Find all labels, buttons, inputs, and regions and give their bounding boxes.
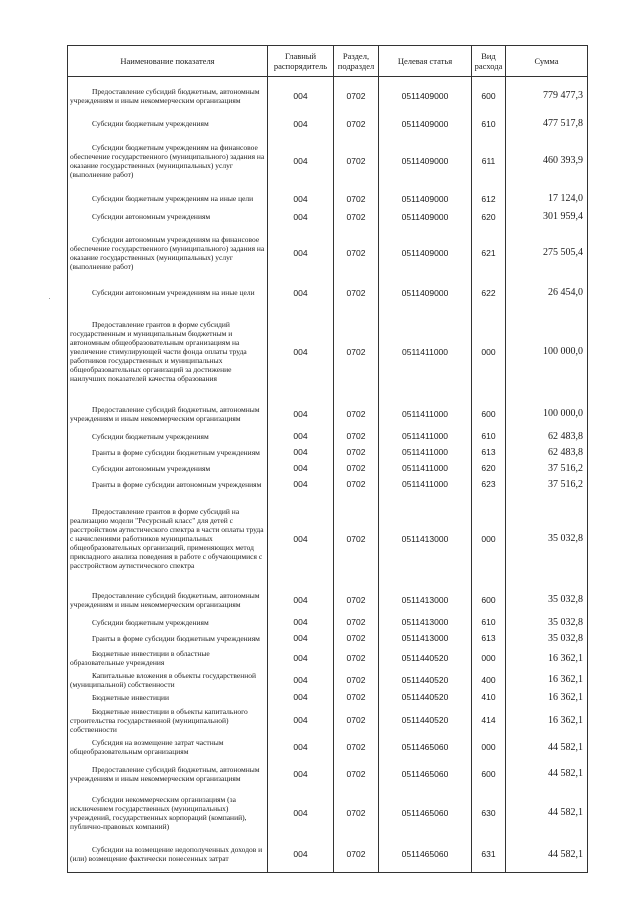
row-name — [68, 705, 268, 736]
table-row — [68, 736, 588, 759]
row-sum: 16 362,1 — [506, 647, 588, 670]
row-grbs: 004 — [268, 225, 334, 281]
header-target-article: Целевая статья — [379, 46, 472, 77]
row-name — [68, 585, 268, 615]
row-sum: 44 582,1 — [506, 789, 588, 837]
row-name — [68, 444, 268, 461]
row-razdel: 0702 — [334, 399, 379, 429]
row-target-article: 0511411000 — [379, 305, 472, 399]
row-sum: 44 582,1 — [506, 837, 588, 873]
table-row — [68, 77, 588, 115]
row-sum: 35 032,8 — [506, 630, 588, 647]
row-expense-type: 612 — [472, 189, 506, 209]
row-sum: 17 124,0 — [506, 189, 588, 209]
row-name — [68, 77, 268, 115]
table-row — [68, 444, 588, 461]
row-name — [68, 736, 268, 759]
table-row — [68, 305, 588, 399]
row-target-article: 0511409000 — [379, 115, 472, 133]
row-grbs: 004 — [268, 585, 334, 615]
table-row — [68, 399, 588, 429]
row-name — [68, 399, 268, 429]
row-target-article: 0511440520 — [379, 705, 472, 736]
row-name-text: Субсидии бюджетным учреждениям на иные цели — [92, 194, 254, 203]
row-name — [68, 630, 268, 647]
row-name — [68, 225, 268, 281]
table-row — [68, 759, 588, 789]
row-grbs: 004 — [268, 759, 334, 789]
row-expense-type: 623 — [472, 476, 506, 493]
row-grbs: 004 — [268, 115, 334, 133]
row-name-text: Субсидии бюджетным учреждениям — [92, 431, 209, 441]
row-grbs: 004 — [268, 647, 334, 670]
row-razdel: 0702 — [334, 444, 379, 461]
row-expense-type: 610 — [472, 429, 506, 444]
row-target-article: 0511409000 — [379, 133, 472, 189]
table-row — [68, 281, 588, 305]
row-expense-type: 600 — [472, 77, 506, 115]
row-target-article: 0511409000 — [379, 225, 472, 281]
row-sum: 16 362,1 — [506, 690, 588, 705]
table-row — [68, 225, 588, 281]
row-name-text: Предоставление субсидий бюджетным, автономным учреждениям и иным некоммерческим организациям — [70, 590, 260, 609]
row-name-text: Субсидии бюджетным учреждениям — [92, 617, 209, 627]
row-target-article: 0511440520 — [379, 647, 472, 670]
row-razdel: 0702 — [334, 736, 379, 759]
row-razdel: 0702 — [334, 429, 379, 444]
row-razdel: 0702 — [334, 690, 379, 705]
table-row — [68, 690, 588, 705]
row-grbs: 004 — [268, 133, 334, 189]
row-razdel: 0702 — [334, 209, 379, 225]
row-target-article: 0511440520 — [379, 690, 472, 705]
row-razdel: 0702 — [334, 225, 379, 281]
row-target-article: 0511440520 — [379, 670, 472, 690]
row-razdel: 0702 — [334, 647, 379, 670]
row-razdel: 0702 — [334, 281, 379, 305]
row-target-article: 0511413000 — [379, 615, 472, 630]
row-target-article: 0511409000 — [379, 209, 472, 225]
row-razdel: 0702 — [334, 789, 379, 837]
row-expense-type: 620 — [472, 461, 506, 476]
row-grbs: 004 — [268, 77, 334, 115]
row-expense-type: 622 — [472, 281, 506, 305]
row-name — [68, 476, 268, 493]
header-grbs: Главный распорядитель — [268, 46, 334, 77]
row-sum: 35 032,8 — [506, 615, 588, 630]
row-razdel: 0702 — [334, 585, 379, 615]
row-sum: 62 483,8 — [506, 444, 588, 461]
row-razdel: 0702 — [334, 615, 379, 630]
row-sum: 100 000,0 — [506, 305, 588, 399]
row-sum: 779 477,3 — [506, 77, 588, 115]
row-name-text: Субсидии бюджетным учреждениям на финансовое обеспечение государственного (муниципального) задания на оказание государственных (муниципальных) услуг (выполнение работ) — [70, 142, 265, 179]
row-sum: 44 582,1 — [506, 759, 588, 789]
row-target-article: 0511411000 — [379, 429, 472, 444]
row-name-text: Бюджетные инвестиции в областные образовательные учреждения — [70, 649, 210, 667]
row-expense-type: 613 — [472, 630, 506, 647]
row-name-text: Субсидии автономным учреждениям — [92, 463, 211, 473]
row-expense-type: 611 — [472, 133, 506, 189]
row-name-text: Субсидии бюджетным учреждениям — [92, 119, 209, 128]
table-row — [68, 585, 588, 615]
row-target-article: 0511413000 — [379, 585, 472, 615]
table-row — [68, 189, 588, 209]
row-name — [68, 209, 268, 225]
row-target-article: 0511411000 — [379, 476, 472, 493]
table-row — [68, 133, 588, 189]
header-name: Наименование показателя — [68, 46, 268, 77]
row-sum: 301 959,4 — [506, 209, 588, 225]
row-expense-type: 630 — [472, 789, 506, 837]
row-grbs: 004 — [268, 429, 334, 444]
row-razdel: 0702 — [334, 630, 379, 647]
row-grbs: 004 — [268, 705, 334, 736]
row-name-text: Гранты в форме субсидии бюджетным учреждениям — [92, 633, 260, 643]
row-target-article: 0511465060 — [379, 759, 472, 789]
row-name — [68, 647, 268, 670]
row-name — [68, 305, 268, 399]
row-name — [68, 615, 268, 630]
row-name-text: Предоставление субсидий бюджетным, автономным учреждениям и иным некоммерческим организациям — [70, 404, 260, 423]
row-sum: 477 517,8 — [506, 115, 588, 133]
row-name-text: Капитальные вложения в объекты государственной (муниципальной) собственности — [70, 670, 257, 689]
row-target-article: 0511413000 — [379, 630, 472, 647]
row-target-article: 0511409000 — [379, 189, 472, 209]
row-target-article: 0511411000 — [379, 461, 472, 476]
scan-speck — [49, 298, 50, 299]
table-row — [68, 615, 588, 630]
row-name-text: Гранты в форме субсидии бюджетным учреждениям — [92, 447, 260, 457]
row-grbs: 004 — [268, 837, 334, 873]
row-razdel: 0702 — [334, 77, 379, 115]
row-grbs: 004 — [268, 444, 334, 461]
row-target-article: 0511413000 — [379, 493, 472, 585]
row-name — [68, 461, 268, 476]
row-expense-type: 610 — [472, 615, 506, 630]
row-razdel: 0702 — [334, 759, 379, 789]
row-target-article: 0511465060 — [379, 789, 472, 837]
row-name — [68, 189, 268, 209]
row-grbs: 004 — [268, 670, 334, 690]
row-expense-type: 621 — [472, 225, 506, 281]
header-expense-type: Вид расхода — [472, 46, 506, 77]
row-grbs: 004 — [268, 189, 334, 209]
table-row — [68, 670, 588, 690]
row-grbs: 004 — [268, 630, 334, 647]
row-expense-type: 000 — [472, 305, 506, 399]
budget-table — [67, 45, 588, 873]
row-name — [68, 759, 268, 789]
row-sum: 62 483,8 — [506, 429, 588, 444]
row-grbs: 004 — [268, 736, 334, 759]
row-name-text: Предоставление грантов в форме субсидий на реализацию модели "Ресурсный класс" для детей с расстройством аутистического спектра в части оплаты труда с начислениями работников муниципальных общеобразовательных организаций, применяющих метод прикладного анализа поведения в работе с обучающимися с расстройством аутистического спектра — [70, 507, 264, 570]
row-expense-type: 000 — [472, 493, 506, 585]
row-name — [68, 115, 268, 133]
table-row — [68, 837, 588, 873]
row-name-text: Субсидии автономным учреждениям на иные цели — [92, 288, 255, 297]
table-row — [68, 429, 588, 444]
budget-table-page — [67, 45, 587, 873]
row-name-text: Предоставление грантов в форме субсидий государственным и муниципальным бюджетным и автономным общеобразовательным организациям на увеличение стимулирующей части фонда оплаты труда работников государственных и муниципальных общеобразовательных организаций за достижение наилучших показателей качества образования — [70, 320, 247, 383]
row-expense-type: 631 — [472, 837, 506, 873]
table-body — [68, 77, 588, 873]
row-name — [68, 690, 268, 705]
row-expense-type: 600 — [472, 585, 506, 615]
row-sum: 26 454,0 — [506, 281, 588, 305]
row-name-text: Предоставление субсидий бюджетным, автономным учреждениям и иным некоммерческим организациям — [70, 764, 260, 783]
row-target-article: 0511409000 — [379, 77, 472, 115]
row-grbs: 004 — [268, 399, 334, 429]
row-razdel: 0702 — [334, 493, 379, 585]
table-row — [68, 476, 588, 493]
row-expense-type: 410 — [472, 690, 506, 705]
table-header-row — [68, 46, 588, 77]
table-row — [68, 789, 588, 837]
row-expense-type: 000 — [472, 647, 506, 670]
row-razdel: 0702 — [334, 305, 379, 399]
row-target-article: 0511465060 — [379, 837, 472, 873]
row-sum: 35 032,8 — [506, 585, 588, 615]
row-expense-type: 400 — [472, 670, 506, 690]
row-grbs: 004 — [268, 789, 334, 837]
row-name-text: Субсидии некоммерческим организациям (за исключением государственных (муниципальных) учреждений, государственных корпораций (компаний), публично-правовых компаний) — [70, 794, 247, 831]
row-sum: 460 393,9 — [506, 133, 588, 189]
row-razdel: 0702 — [334, 705, 379, 736]
row-expense-type: 613 — [472, 444, 506, 461]
row-name — [68, 670, 268, 690]
row-name-text: Субсидии на возмещение недополученных доходов и (или) возмещение фактически понесенных затрат — [70, 845, 263, 864]
row-sum: 16 362,1 — [506, 705, 588, 736]
table-row — [68, 630, 588, 647]
row-razdel: 0702 — [334, 461, 379, 476]
table-row — [68, 209, 588, 225]
row-grbs: 004 — [268, 461, 334, 476]
table-row — [68, 493, 588, 585]
row-name — [68, 837, 268, 873]
row-expense-type: 600 — [472, 399, 506, 429]
row-sum: 35 032,8 — [506, 493, 588, 585]
row-name-text: Бюджетные инвестиции — [92, 692, 169, 702]
row-target-article: 0511465060 — [379, 736, 472, 759]
row-grbs: 004 — [268, 493, 334, 585]
table-row — [68, 461, 588, 476]
header-razdel: Раздел, подраздел — [334, 46, 379, 77]
row-name — [68, 281, 268, 305]
row-grbs: 004 — [268, 209, 334, 225]
row-sum: 16 362,1 — [506, 670, 588, 690]
row-sum: 275 505,4 — [506, 225, 588, 281]
row-razdel: 0702 — [334, 837, 379, 873]
table-row — [68, 115, 588, 133]
row-name — [68, 493, 268, 585]
row-name-text: Гранты в форме субсидии автономным учреждениям — [92, 479, 262, 489]
row-razdel: 0702 — [334, 476, 379, 493]
row-sum: 100 000,0 — [506, 399, 588, 429]
row-grbs: 004 — [268, 281, 334, 305]
row-expense-type: 000 — [472, 736, 506, 759]
row-expense-type: 610 — [472, 115, 506, 133]
row-name-text: Предоставление субсидий бюджетным, автономным учреждениям и иным некоммерческим организациям — [70, 86, 260, 105]
row-expense-type: 620 — [472, 209, 506, 225]
row-grbs: 004 — [268, 305, 334, 399]
row-sum: 37 516,2 — [506, 476, 588, 493]
row-target-article: 0511409000 — [379, 281, 472, 305]
row-razdel: 0702 — [334, 115, 379, 133]
row-name-text: Субсидии автономным учреждениям — [92, 212, 211, 221]
row-target-article: 0511411000 — [379, 399, 472, 429]
header-sum: Сумма — [506, 46, 588, 77]
row-grbs: 004 — [268, 615, 334, 630]
row-razdel: 0702 — [334, 670, 379, 690]
table-row — [68, 705, 588, 736]
row-grbs: 004 — [268, 690, 334, 705]
row-name — [68, 133, 268, 189]
row-name — [68, 789, 268, 837]
row-sum: 37 516,2 — [506, 461, 588, 476]
row-target-article: 0511411000 — [379, 444, 472, 461]
row-sum: 44 582,1 — [506, 736, 588, 759]
row-name-text: Бюджетные инвестиции в объекты капитального строительства государственной (муниципальной) собственности — [70, 706, 248, 734]
row-razdel: 0702 — [334, 189, 379, 209]
row-expense-type: 414 — [472, 705, 506, 736]
table-row — [68, 647, 588, 670]
row-razdel: 0702 — [334, 133, 379, 189]
row-grbs: 004 — [268, 476, 334, 493]
row-expense-type: 600 — [472, 759, 506, 789]
row-name — [68, 429, 268, 444]
row-name-text: Субсидии автономным учреждениям на финансовое обеспечение государственного (муниципального) задания на оказание государственных (муниципальных) услуг (выполнение работ) — [70, 234, 265, 271]
row-name-text: Субсидия на возмещение затрат частным общеобразовательным организациям — [70, 738, 224, 756]
